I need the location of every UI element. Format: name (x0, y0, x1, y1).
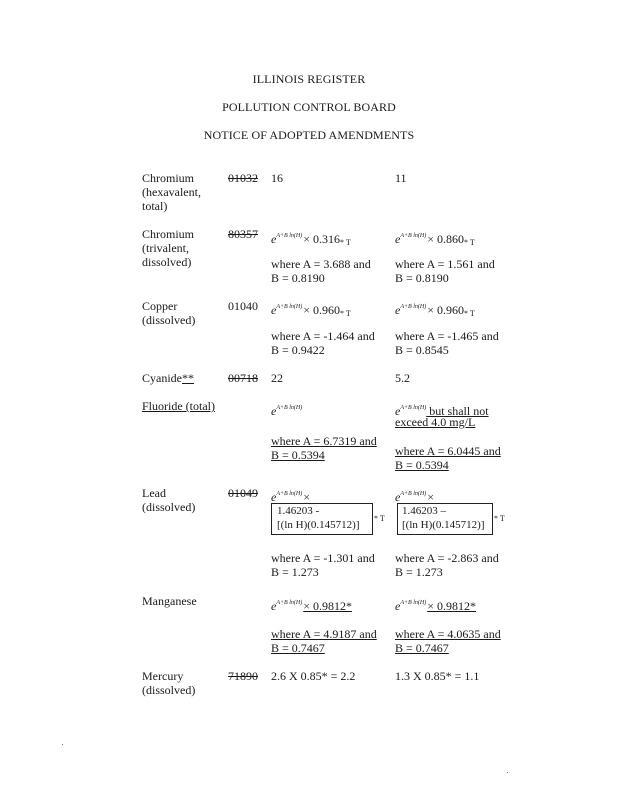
acute-where-line2: B = 0.8190 (271, 271, 325, 285)
acute-where-line1: where A = 6.7319 and (271, 434, 377, 448)
header-register-title: ILLINOIS REGISTER (252, 72, 366, 86)
chronic-where-line1: where A = 1.561 and (395, 257, 495, 271)
chronic-star: * T (494, 514, 505, 523)
chronic-where-line2: B = 0.5394 (395, 458, 449, 472)
chemical-name: Fluoride (total) (142, 399, 215, 413)
storet-code: 01040 (228, 299, 258, 313)
chronic-formula: $e^{A+B ln(H)}$ but shall not (395, 404, 489, 418)
chronic-value: 1.3 X 0.85* = 1.1 (395, 669, 480, 683)
acute-where-line2: B = 0.7467 (271, 641, 325, 655)
acute-value: 2.6 X 0.85* = 2.2 (271, 669, 356, 683)
acute-where-line1: where A = 3.688 and (271, 257, 371, 271)
chemical-name: Manganese (142, 594, 197, 608)
acute-formula: $e^{A+B ln(H)}$ (271, 404, 303, 418)
chronic-where-line1: where A = -1.465 and (395, 329, 499, 343)
acute-value: 22 (271, 371, 283, 385)
acute-star: * T (374, 514, 385, 523)
chronic-bracket-top: 1.46203 – (402, 505, 446, 517)
chemical-name: Lead (142, 486, 166, 500)
acute-where-line1: where A = -1.301 and (271, 551, 375, 565)
chronic-where-line1: where A = -2.863 and (395, 551, 499, 565)
header-board-title: POLLUTION CONTROL BOARD (222, 100, 396, 114)
header-notice-title: NOTICE OF ADOPTED AMENDMENTS (203, 128, 415, 142)
chronic-value: 5.2 (395, 371, 410, 385)
acute-where-line2: B = 1.273 (271, 565, 319, 579)
chemical-name: Chromium (142, 171, 195, 185)
scan-speck (507, 772, 508, 773)
chronic-where-line2: B = 0.8545 (395, 343, 449, 357)
chemical-name: Chromium (142, 227, 195, 241)
acute-value: 16 (271, 171, 283, 185)
chemical-name-asterisks: ** (182, 371, 194, 385)
chronic-formula: $e^{A+B ln(H)}\times 0.9812*$ (395, 599, 476, 613)
chronic-formula: $e^{A+B ln(H)}\times 0.860*$ T (395, 232, 475, 247)
storet-code: 71890 (228, 669, 258, 683)
storet-code: 80357 (228, 227, 258, 241)
chronic-where-line1: where A = 6.0445 and (395, 444, 501, 458)
chronic-where-line2: B = 1.273 (395, 565, 443, 579)
chronic-formula: $e^{A+B ln(H)}\times 0.960*$ T (395, 303, 475, 318)
chemical-name: Cyanide** (142, 371, 194, 385)
chronic-bracket-bottom: [(ln H)(0.145712)] (402, 519, 485, 531)
chemical-name-line3: total) (142, 199, 168, 213)
storet-code: 01032 (228, 171, 258, 185)
chronic-where-line2: B = 0.8190 (395, 271, 449, 285)
chemical-name-line2: (dissolved) (142, 683, 196, 697)
acute-formula-exp: $e^{A+B ln(H)}\times$ (271, 490, 310, 504)
storet-code: 01049 (228, 486, 258, 500)
scan-speck (62, 744, 63, 745)
acute-bracket-top: 1.46203 - (277, 505, 320, 517)
chronic-where-line2: B = 0.7467 (395, 641, 449, 655)
chemical-name-line2: (dissolved) (142, 500, 196, 514)
storet-code: 00718 (228, 371, 258, 385)
chemical-name-line2: (dissolved) (142, 313, 196, 327)
chronic-where-line1: where A = 4.0635 and (395, 627, 501, 641)
chronic-limit-text: exceed 4.0 mg/L (395, 415, 476, 429)
chronic-value: 11 (395, 171, 407, 185)
acute-formula: $e^{A+B ln(H)}\times 0.9812*$ (271, 599, 352, 613)
chemical-name: Mercury (142, 669, 184, 683)
chemical-name: Copper (142, 299, 178, 313)
acute-where-line2: B = 0.5394 (271, 448, 325, 462)
acute-where-line2: B = 0.9422 (271, 343, 325, 357)
acute-bracket-bottom: [(ln H)(0.145712)] (277, 519, 360, 531)
chemical-name-line2: (trivalent, (142, 241, 189, 255)
acute-formula: $e^{A+B ln(H)}\times 0.316*$ T (271, 232, 351, 247)
chemical-name-line2: (hexavalent, (142, 185, 201, 199)
acute-formula: $e^{A+B ln(H)}\times 0.960*$ T (271, 303, 351, 318)
chemical-name-line3: dissolved) (142, 255, 192, 269)
chronic-formula-exp: $e^{A+B ln(H)}\times$ (395, 490, 434, 504)
acute-where-line1: where A = -1.464 and (271, 329, 375, 343)
acute-where-line1: where A = 4.9187 and (271, 627, 377, 641)
